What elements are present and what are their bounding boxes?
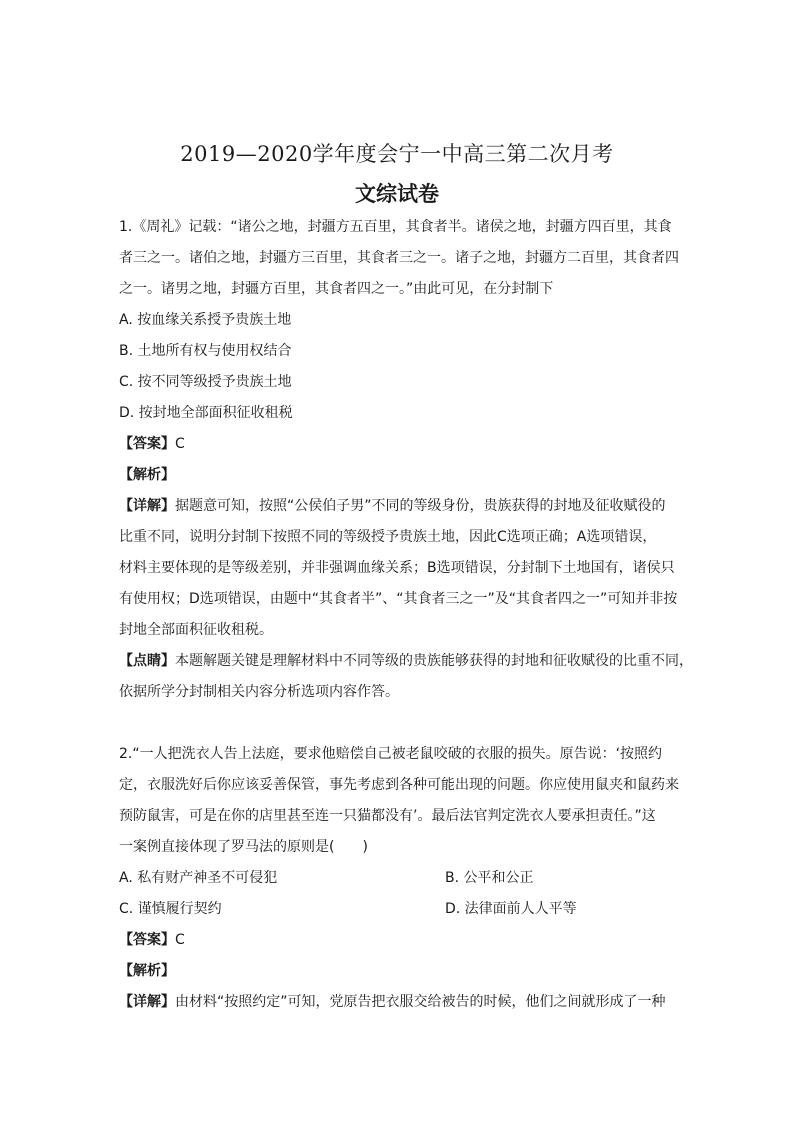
question-1-detail-line: 封地全部面积征收租税。 bbox=[119, 622, 273, 638]
question-1-stem-line: 者三之一。诸伯之地，封疆方三百里，其食者三之一。诸子之地，封疆方二百里，其食者四 bbox=[119, 250, 679, 266]
tip-text: 本题解题关键是理解材料中不同等级的贵族能够获得的封地和征收赋役的比重不同， bbox=[175, 653, 693, 669]
question-1-detail-line: 比重不同，说明分封制下按照不同的等级授予贵族土地，因此C选项正确；A选项错误， bbox=[119, 529, 657, 545]
question-1-tip-line: 依据所学分封制相关内容分析选项内容作答。 bbox=[119, 684, 399, 700]
answer-label: 【答案】 bbox=[119, 932, 175, 948]
question-1 bbox=[119, 212, 691, 708]
question-2-options-row bbox=[119, 863, 691, 894]
detail-label: 【详解】 bbox=[119, 498, 175, 514]
question-2-option-b: B. 公平和公正 bbox=[445, 870, 534, 886]
answer-value: C bbox=[175, 436, 185, 452]
question-1-detail-line: 材料主要体现的是等级差别，并非强调血缘关系；B选项错误，分封制下土地国有，诸侯只 bbox=[119, 560, 675, 576]
question-gap bbox=[119, 708, 691, 739]
question-2-detail-line bbox=[119, 987, 691, 1018]
question-2-stem-line: 预防鼠害，可是在你的店里甚至连一只猫都没有’。最后法官判定洗衣人要承担责任。”这 bbox=[119, 808, 656, 824]
question-1-analysis-label: 【解析】 bbox=[119, 467, 175, 483]
question-2-option-d: D. 法律面前人人平等 bbox=[445, 901, 577, 917]
page-subtitle: 文综试卷 bbox=[355, 181, 439, 206]
page-title: 2019—2020学年度会宁一中高三第二次月考 bbox=[180, 142, 614, 166]
question-1-option-a: A. 按血缘关系授予贵族土地 bbox=[119, 312, 292, 328]
question-2-options-row bbox=[119, 894, 691, 925]
detail-label: 【详解】 bbox=[119, 994, 175, 1010]
detail-text: 据题意可知，按照“公侯伯子男”不同的等级身份，贵族获得的封地及征收赋役的 bbox=[175, 498, 666, 514]
tip-label: 【点睛】 bbox=[119, 653, 175, 669]
question-1-detail-line bbox=[119, 491, 691, 522]
question-2-stem-line: 一案例直接体现了罗马法的原则是( ) bbox=[119, 839, 368, 855]
detail-text: 由材料“按照约定”可知，党原告把衣服交给被告的时候，他们之间就形成了一种 bbox=[175, 994, 666, 1010]
question-2-option-a: A. 私有财产神圣不可侵犯 bbox=[119, 870, 278, 886]
question-1-tip-line bbox=[119, 646, 691, 677]
answer-value: C bbox=[175, 932, 185, 948]
question-1-option-d: D. 按封地全部面积征收租税 bbox=[119, 405, 293, 421]
question-2-answer bbox=[119, 925, 691, 956]
document-body bbox=[119, 212, 691, 1018]
answer-label: 【答案】 bbox=[119, 436, 175, 452]
question-2-stem-line: 2.“一人把洗衣人告上法庭，要求他赔偿自己被老鼠咬破的衣服的损失。原告说：‘按照约 bbox=[119, 746, 663, 762]
question-1-stem-line: 1.《周礼》记载：“诸公之地，封疆方五百里，其食者半。诸侯之地，封疆方四百里，其食 bbox=[119, 219, 672, 235]
question-2-analysis-label: 【解析】 bbox=[119, 963, 175, 979]
question-1-detail-line: 有使用权；D选项错误，由题中“其食者半”、“其食者三之一”及“其食者四之一”可知并非按 bbox=[119, 591, 678, 607]
question-1-answer bbox=[119, 429, 691, 460]
question-2-stem-line: 定，衣服洗好后你应该妥善保管，事先考虑到各种可能出现的问题。你应使用鼠夹和鼠药来 bbox=[119, 777, 679, 793]
question-2-option-c: C. 谨慎履行契约 bbox=[119, 901, 222, 917]
question-1-stem-line: 之一。诸男之地，封疆方百里，其食者四之一。”由此可见，在分封制下 bbox=[119, 281, 554, 297]
question-2 bbox=[119, 739, 691, 1018]
question-1-option-b: B. 土地所有权与使用权结合 bbox=[119, 343, 292, 359]
question-1-option-c: C. 按不同等级授予贵族土地 bbox=[119, 374, 292, 390]
